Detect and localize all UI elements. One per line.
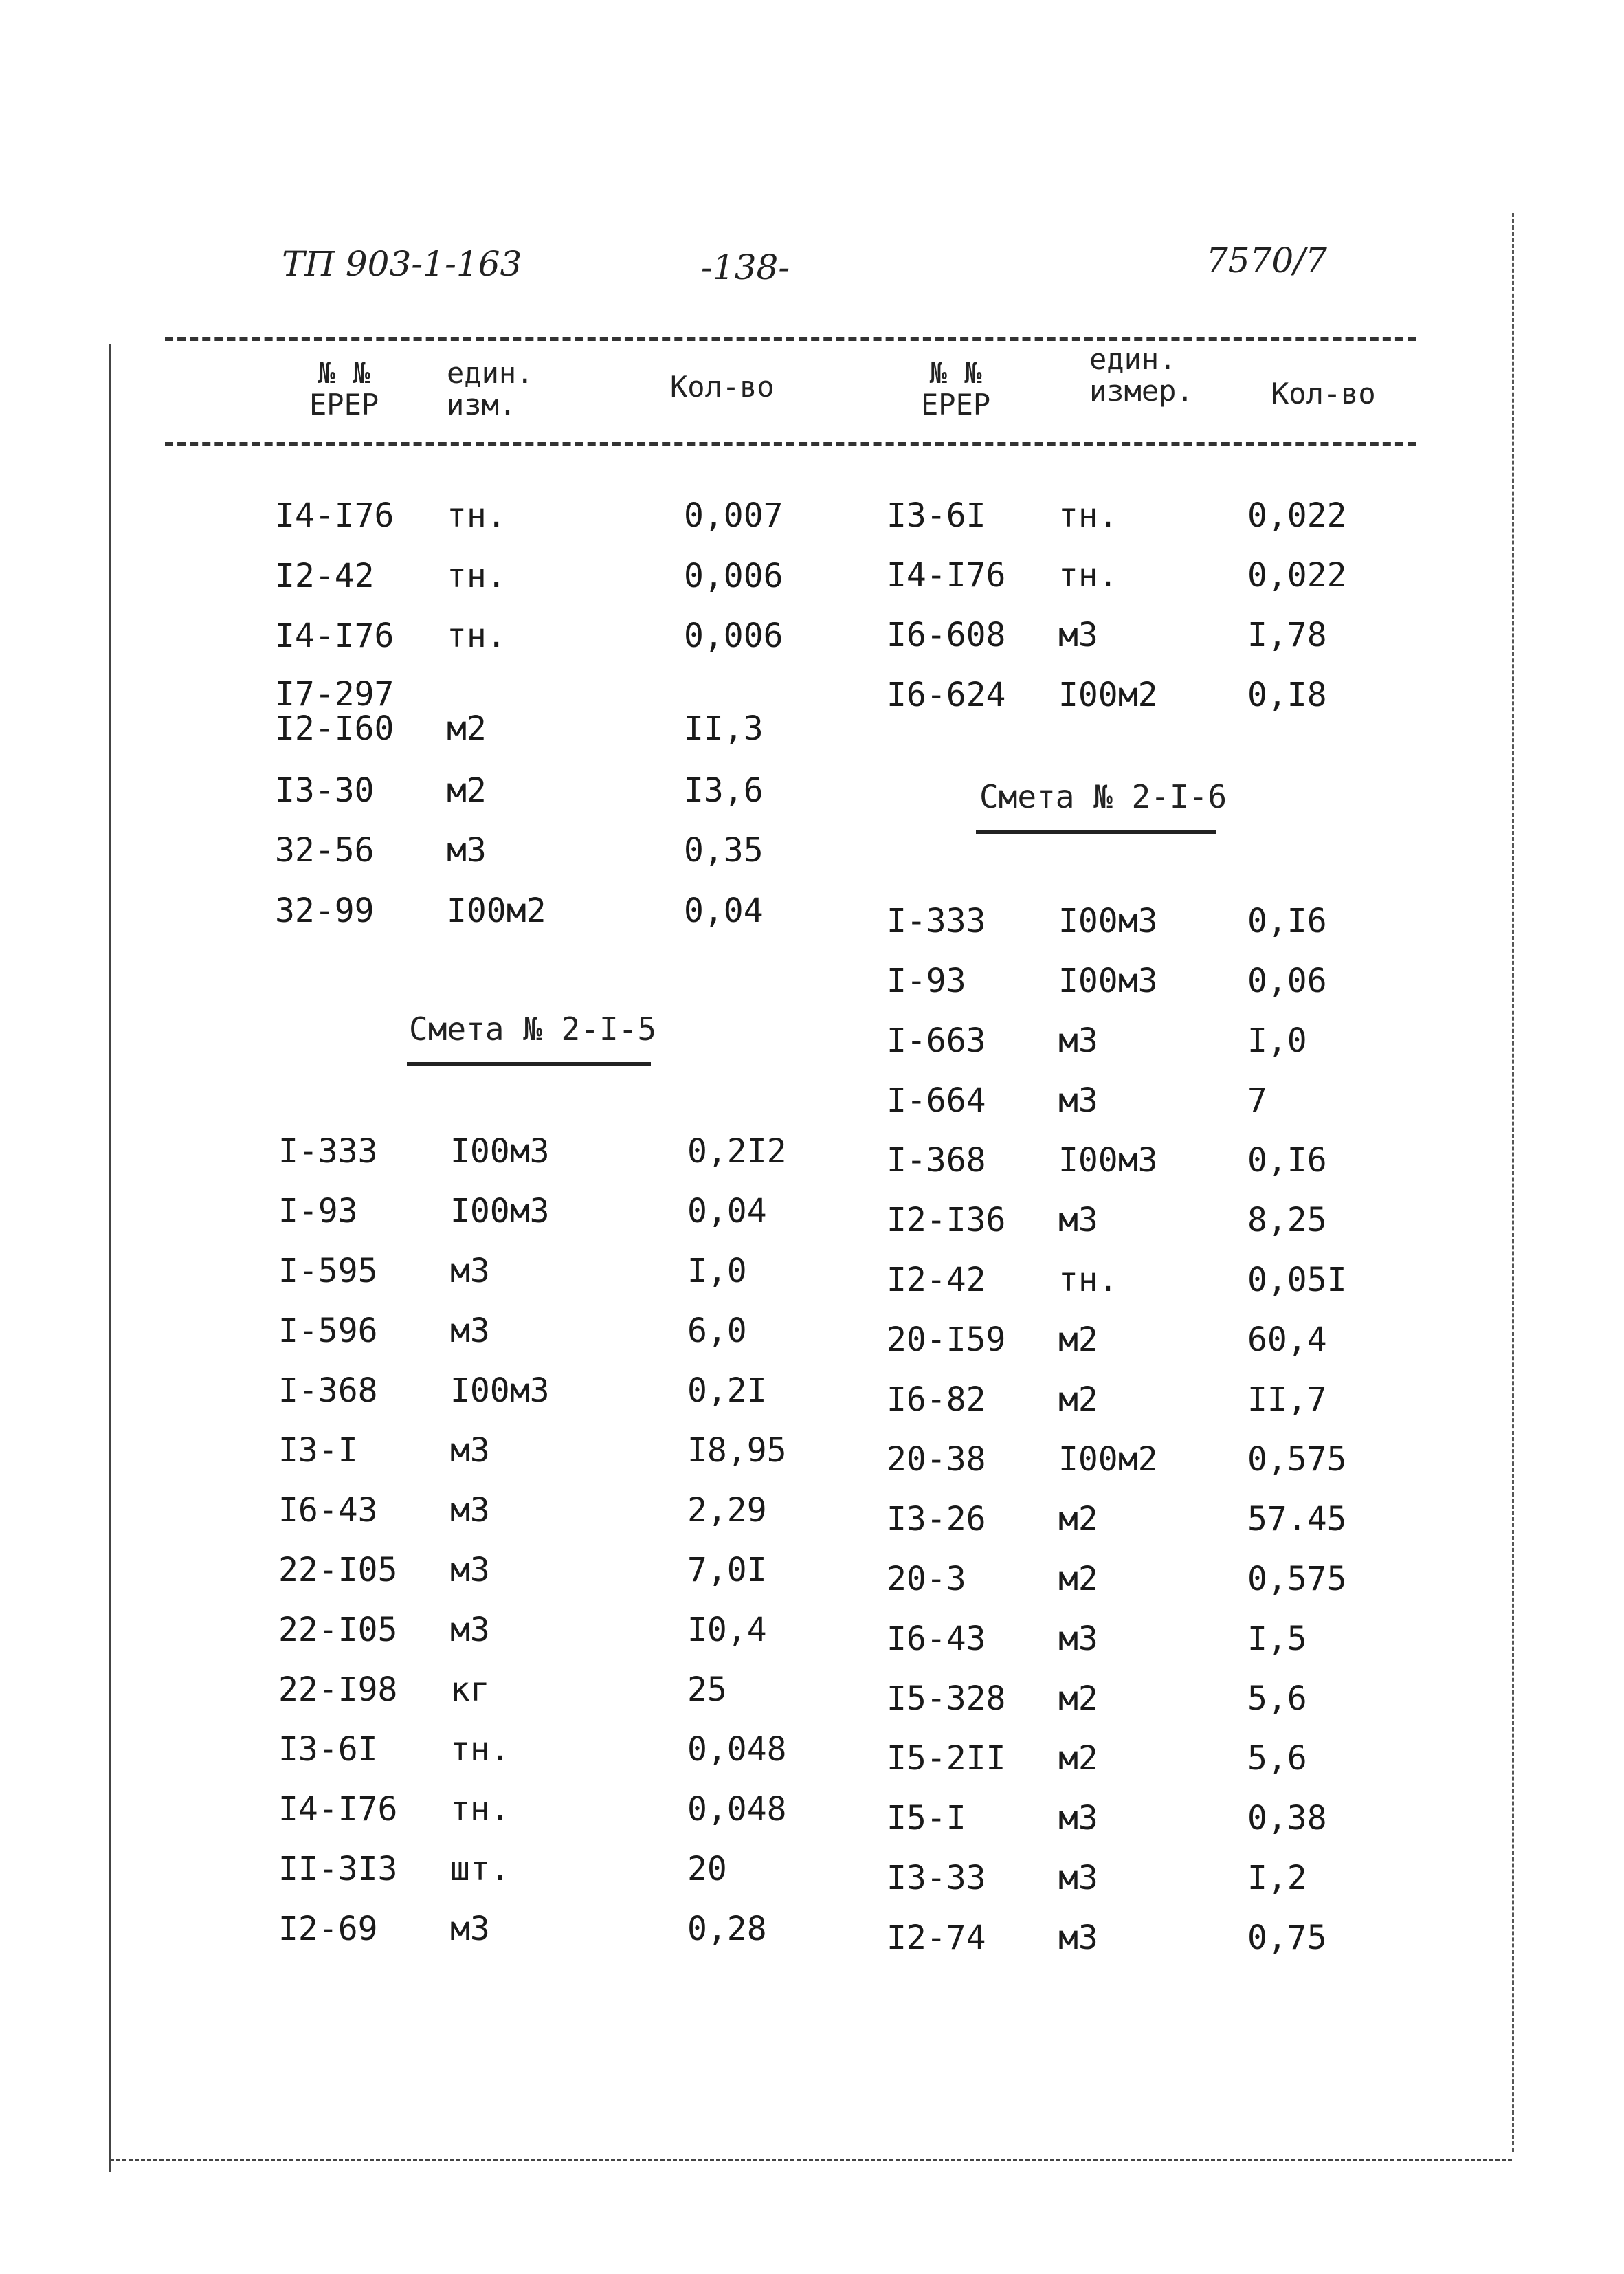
- row-no: I5-328: [887, 1679, 1006, 1718]
- row-no: I6-624: [887, 676, 1006, 714]
- row-unit: м2: [1058, 1321, 1098, 1359]
- row-unit: м3: [1058, 1022, 1098, 1060]
- row-unit: м3: [450, 1312, 490, 1350]
- row-qty: 0,007: [684, 496, 783, 535]
- row-qty: 0,575: [1247, 1440, 1347, 1479]
- row-no: I4-I76: [275, 496, 394, 535]
- row-unit: м2: [1058, 1739, 1098, 1778]
- row-no: 20-38: [887, 1440, 986, 1479]
- section-underline-right: [976, 830, 1216, 834]
- row-no: I-368: [887, 1141, 986, 1180]
- row-qty: 0,05I: [1247, 1261, 1347, 1299]
- row-unit: м2: [447, 709, 487, 748]
- row-qty: 57.45: [1247, 1500, 1347, 1538]
- row-unit: шт.: [450, 1850, 510, 1888]
- bottom-rule: [110, 2159, 1512, 2161]
- row-no: 32-56: [275, 831, 375, 870]
- row-no: I6-82: [887, 1380, 986, 1419]
- left-header-unit: един. изм.: [447, 356, 534, 421]
- row-no: I-368: [278, 1371, 378, 1410]
- row-no: I-93: [278, 1192, 358, 1230]
- row-unit: м3: [450, 1252, 490, 1290]
- row-unit: I00м3: [1058, 962, 1158, 1000]
- row-unit: тн.: [447, 557, 507, 595]
- row-unit: м2: [1058, 1560, 1098, 1598]
- row-unit: м2: [1058, 1380, 1098, 1419]
- row-no: I4-I76: [278, 1790, 398, 1829]
- row-qty: II,7: [1247, 1380, 1327, 1419]
- page-border-right: [1512, 213, 1514, 2152]
- row-qty: 0,04: [684, 892, 764, 930]
- row-qty: 0,I6: [1247, 902, 1327, 940]
- row-no: II-3I3: [278, 1850, 398, 1888]
- row-no: I2-42: [275, 557, 375, 595]
- row-qty: 0,I6: [1247, 1141, 1327, 1180]
- row-unit: м3: [1058, 1201, 1098, 1239]
- row-no: I3-I: [278, 1431, 358, 1470]
- right-header-no: № № ЕРЕР: [921, 356, 991, 421]
- row-no: I6-608: [887, 616, 1006, 654]
- row-qty: 0,022: [1247, 556, 1347, 595]
- row-no: I3-26: [887, 1500, 986, 1538]
- right-header-unit: един. измер.: [1089, 342, 1194, 408]
- row-no: I3-33: [887, 1859, 986, 1897]
- row-unit: тн.: [447, 496, 507, 535]
- row-qty: 0,2I: [687, 1371, 767, 1410]
- row-unit: тн.: [1058, 1261, 1118, 1299]
- row-no: I6-43: [887, 1620, 986, 1658]
- row-unit: тн.: [447, 617, 507, 655]
- row-unit: тн.: [450, 1790, 510, 1829]
- row-qty: 6,0: [687, 1312, 747, 1350]
- left-header-qty: Кол-во: [670, 370, 775, 404]
- row-qty: II,3: [684, 709, 764, 748]
- doc-code: ТП 903-1-163: [282, 244, 522, 284]
- row-no: I2-I36: [887, 1201, 1006, 1239]
- row-unit: м3: [1058, 1620, 1098, 1658]
- row-qty: 0,28: [687, 1910, 767, 1948]
- page-border-left: [109, 344, 111, 2172]
- row-qty: 25: [687, 1670, 727, 1709]
- row-unit: тн.: [1058, 556, 1118, 595]
- row-no: I4-I76: [275, 617, 394, 655]
- row-qty: 0,I8: [1247, 676, 1327, 714]
- row-qty: I3,6: [684, 771, 764, 810]
- row-no: 22-I05: [278, 1551, 398, 1589]
- row-unit: м3: [1058, 1081, 1098, 1120]
- row-qty: 0,006: [684, 617, 783, 655]
- row-unit: м2: [1058, 1500, 1098, 1538]
- row-no: 32-99: [275, 892, 375, 930]
- row-no: I2-74: [887, 1919, 986, 1957]
- row-unit: I00м2: [1058, 676, 1158, 714]
- row-unit: I00м3: [1058, 902, 1158, 940]
- row-qty: 0,35: [684, 831, 764, 870]
- row-no: I6-43: [278, 1491, 378, 1530]
- row-unit: м3: [1058, 616, 1098, 654]
- row-qty: 0,75: [1247, 1919, 1327, 1957]
- row-qty: 7,0I: [687, 1551, 767, 1589]
- row-unit: I00м3: [450, 1132, 550, 1171]
- row-qty: 0,2I2: [687, 1132, 787, 1171]
- row-no: 20-3: [887, 1560, 966, 1598]
- row-no: I3-30: [275, 771, 375, 810]
- row-unit: тн.: [1058, 496, 1118, 535]
- row-qty: 5,6: [1247, 1679, 1307, 1718]
- row-unit: I00м2: [447, 892, 546, 930]
- row-unit: м3: [1058, 1919, 1098, 1957]
- row-no: I3-6I: [887, 496, 986, 535]
- row-no: I-333: [887, 902, 986, 940]
- row-unit: м3: [1058, 1859, 1098, 1897]
- row-no: I4-I76: [887, 556, 1006, 595]
- row-qty: I,5: [1247, 1620, 1307, 1658]
- row-no: 22-I05: [278, 1611, 398, 1649]
- row-no: I3-6I: [278, 1730, 378, 1769]
- page-number: -138-: [701, 247, 790, 287]
- row-no: I-595: [278, 1252, 378, 1290]
- row-qty: 8,25: [1247, 1201, 1327, 1239]
- row-no: I2-69: [278, 1910, 378, 1948]
- row-qty: 0,048: [687, 1730, 787, 1769]
- left-header-no: № № ЕРЕР: [309, 356, 379, 421]
- row-unit: I00м3: [1058, 1141, 1158, 1180]
- row-qty: 60,4: [1247, 1321, 1327, 1359]
- row-qty: 7: [1247, 1081, 1267, 1120]
- row-qty: 0,575: [1247, 1560, 1347, 1598]
- section-title-left: Смета № 2-I-5: [409, 1011, 657, 1048]
- row-no: 22-I98: [278, 1670, 398, 1709]
- row-qty: 0,04: [687, 1192, 767, 1230]
- row-qty: 2,29: [687, 1491, 767, 1530]
- row-no: I-663: [887, 1022, 986, 1060]
- row-unit: м2: [447, 771, 487, 810]
- row-no: I-664: [887, 1081, 986, 1120]
- row-no: I7-297 I2-I60: [275, 675, 394, 748]
- row-qty: I0,4: [687, 1611, 767, 1649]
- row-unit: м2: [1058, 1679, 1098, 1718]
- section-title-right: Смета № 2-I-6: [979, 778, 1227, 815]
- row-unit: м3: [450, 1611, 490, 1649]
- row-unit: кг: [450, 1670, 490, 1709]
- row-no: I5-I: [887, 1799, 966, 1837]
- row-qty: 0,022: [1247, 496, 1347, 535]
- row-no: I5-2II: [887, 1739, 1006, 1778]
- row-qty: 0,38: [1247, 1799, 1327, 1837]
- row-qty: 0,06: [1247, 962, 1327, 1000]
- row-unit: I00м2: [1058, 1440, 1158, 1479]
- row-no: I-333: [278, 1132, 378, 1171]
- row-unit: м3: [1058, 1799, 1098, 1837]
- row-unit: м3: [447, 831, 487, 870]
- row-qty: 20: [687, 1850, 727, 1888]
- row-unit: I00м3: [450, 1371, 550, 1410]
- right-header-qty: Кол-во: [1271, 377, 1376, 410]
- row-qty: I,2: [1247, 1859, 1307, 1897]
- row-no: 20-I59: [887, 1321, 1006, 1359]
- row-qty: I,0: [687, 1252, 747, 1290]
- row-unit: I00м3: [450, 1192, 550, 1230]
- row-no: I-93: [887, 962, 966, 1000]
- row-qty: 0,006: [684, 557, 783, 595]
- row-no: I2-42: [887, 1261, 986, 1299]
- row-unit: м3: [450, 1551, 490, 1589]
- ref-number: 7570/7: [1206, 241, 1327, 280]
- row-unit: м3: [450, 1431, 490, 1470]
- row-qty: I8,95: [687, 1431, 787, 1470]
- row-unit: м3: [450, 1491, 490, 1530]
- row-qty: 5,6: [1247, 1739, 1307, 1778]
- row-unit: м3: [450, 1910, 490, 1948]
- row-qty: I,78: [1247, 616, 1327, 654]
- table-top-rule: [165, 337, 1416, 341]
- row-unit: тн.: [450, 1730, 510, 1769]
- header-bottom-rule: [165, 442, 1416, 446]
- row-qty: 0,048: [687, 1790, 787, 1829]
- row-no: I-596: [278, 1312, 378, 1350]
- section-underline-left: [407, 1062, 651, 1066]
- row-qty: I,0: [1247, 1022, 1307, 1060]
